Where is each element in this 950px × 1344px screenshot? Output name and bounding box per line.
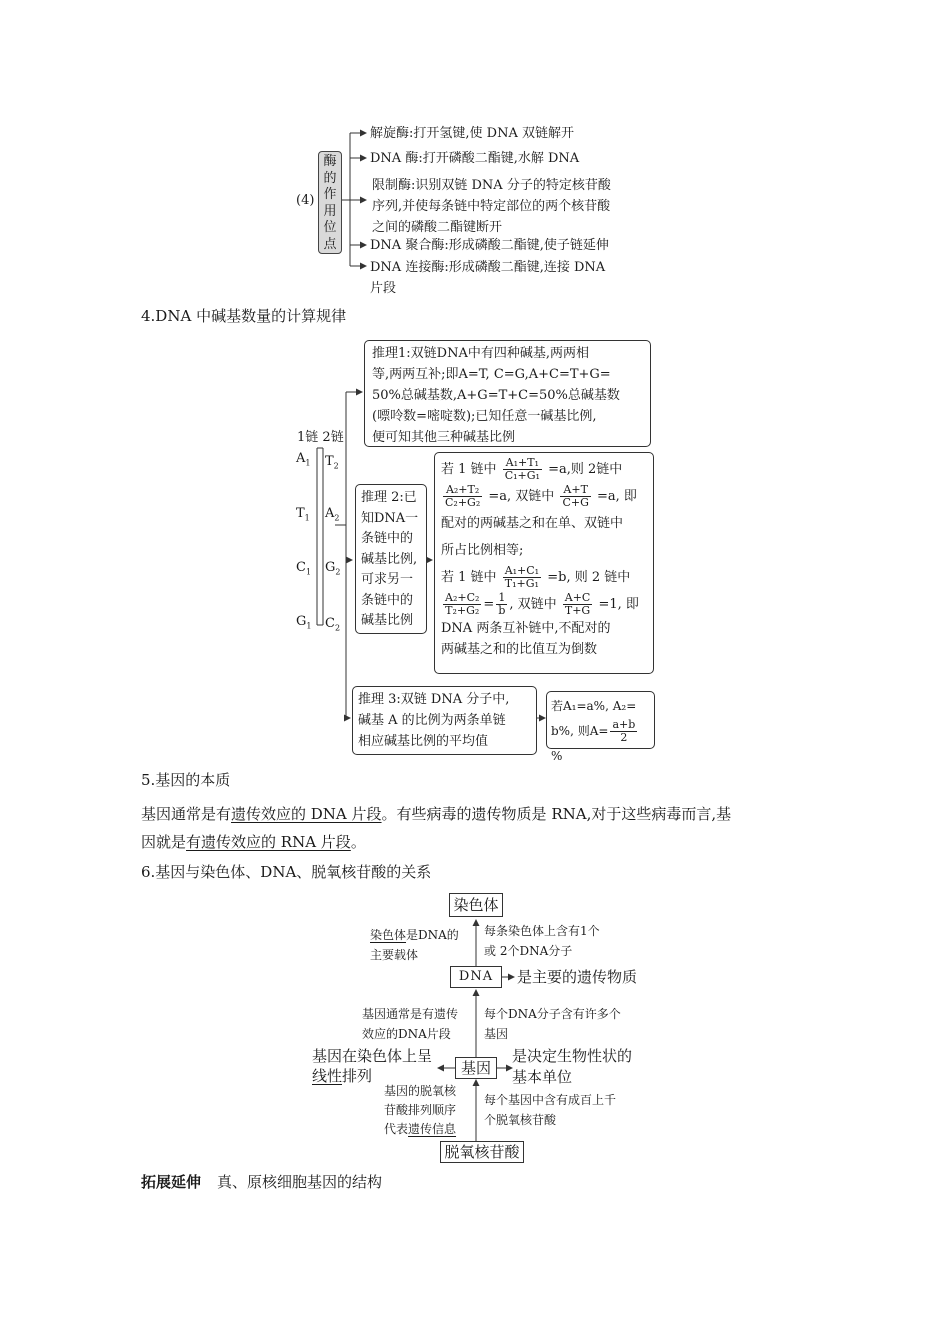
extension-heading <box>141 1170 382 1195</box>
enzyme-restriction: 限制酶:识别双链 DNA 分子的特定核苷酸 序列,并使每条链中特定部位的两个核苷酸 之间的磷酸二酯键断开 <box>372 178 611 235</box>
rule3-detail-box: 若A₁=a%, A₂= b%, 则A= $\frac{a+b}{2}$ % <box>546 691 655 749</box>
nuc-right-note: 每个基因中含有成百上千 个脱氧核苷酸 <box>484 1093 617 1127</box>
enzyme-helicase: 解旋酶:打开氢键,使 DNA 双链解开 <box>370 126 574 141</box>
chain-row-1b: $T_2$ <box>325 454 339 471</box>
gene-left-up-note: 基因通常是有遗传 效应的DNA片段 <box>362 1007 459 1041</box>
enzyme-site-header: 酶 的 作 用 位 点 <box>318 151 342 254</box>
gene-right-note: 是决定生物性状的 基本单位 <box>512 1047 633 1086</box>
chain-row-3: $C_1$ <box>296 560 312 577</box>
chain-row-4b: $C_2$ <box>325 616 341 633</box>
section4-title: 4.DNA 中碱基数量的计算规律 <box>141 307 347 325</box>
extension-label: 拓展延伸 <box>141 1173 202 1191</box>
rule2-box: 推理 2:已 知DNA一 条链中的 碱基比例, 可求另一 条链中的 碱基比例 <box>355 484 427 634</box>
enzyme-polymerase: DNA 聚合酶:形成磷酸二酯键,使子链延伸 <box>370 238 609 253</box>
section5-title: 5.基因的本质 <box>141 771 231 789</box>
rule1-box: 推理1:双链DNA中有四种碱基,两两相 等,两两互补;即A=T, C=G,A+C=T+G= 50%总碱基数,A+G=T+C=50%总碱基数 (嘌呤数=嘧啶数);已知任意一碱基比例, 便可知其他三种碱基比例 <box>364 340 651 447</box>
enzyme-dnase: DNA 酶:打开磷酸二酯键,水解 DNA <box>370 151 580 166</box>
gene-def-rna: 有遗传效应的 RNA 片段 <box>186 833 351 851</box>
node-gene: 基因 <box>455 1057 497 1079</box>
rule3-box: 推理 3:双链 DNA 分子中, 碱基 A 的比例为两条单链 相应碱基比例的平均值 <box>352 686 537 755</box>
extension-text: 真、原核细胞基因的结构 <box>217 1173 383 1191</box>
chain-row-1: $A_1$ <box>296 451 311 468</box>
enzyme-ligase: DNA 连接酶:形成磷酸二酯键,连接 DNA 片段 <box>370 260 606 296</box>
gene-def-dna: 遗传效应的 DNA 片段 <box>231 805 382 823</box>
gene-left-note: 基因在染色体上呈 线性排列 <box>312 1047 433 1085</box>
chrom-left-note: 染色体是DNA的 主要载体 <box>370 928 459 962</box>
nuc-left-note: 基因的脱氧核 苷酸排列顺序 代表遗传信息 <box>384 1084 457 1136</box>
chain-row-4: $G_1$ <box>296 614 312 631</box>
node-dna: DNA <box>450 966 502 988</box>
rule2-detail-box: 若 1 链中 $\frac{\text{A₁+T₁}}{\text{C₁+G₁}}$ =a,则 2链中 $\frac{\text{A₂+T₂}}{\text{C₂+G₂}}$ =a, 双链中 $\frac{A+T}{C+G}$ =a, 即 配对的两碱基之和在单、双链中 所占比例相等; 若 1 链中 $\frac{\text{A₁+C₁}}{\text{T₁+G₁}}$ =b, 则 2 链中 $\frac{\text{A₂+C₂}}{\text{T₂+G₂}}$ = $\frac{1}{b}$ , 双链中 $\frac{A+C}{T+G}$ =1, 即 DNA 两条互补链中,不配对的 两碱基之和的比值互为倒数 <box>434 452 654 674</box>
section6-title: 6.基因与染色体、DNA、脱氧核苷酸的关系 <box>141 863 432 881</box>
gene-right-up-note: 每个DNA分子含有许多个 基因 <box>484 1007 621 1041</box>
section5-paragraph: 基因通常是有遗传效应的 DNA 片段。有些病毒的遗传物质是 RNA,对于这些病毒而言,基 因就是有遗传效应的 RNA 片段。 <box>141 805 732 851</box>
chain-row-2: $T_1$ <box>296 506 310 523</box>
enzyme-number: (4) <box>296 193 315 208</box>
chain-row-3b: $G_2$ <box>325 560 341 577</box>
chain-row-2b: $A_2$ <box>325 506 340 523</box>
chrom-right-note: 每条染色体上含有1个 或 2个DNA分子 <box>484 924 600 958</box>
chain-header: 1链 2链 <box>297 430 344 445</box>
node-chromosome: 染色体 <box>449 893 503 917</box>
node-nucleotide: 脱氧核苷酸 <box>440 1141 524 1163</box>
dna-right-note: 是主要的遗传物质 <box>517 968 638 986</box>
